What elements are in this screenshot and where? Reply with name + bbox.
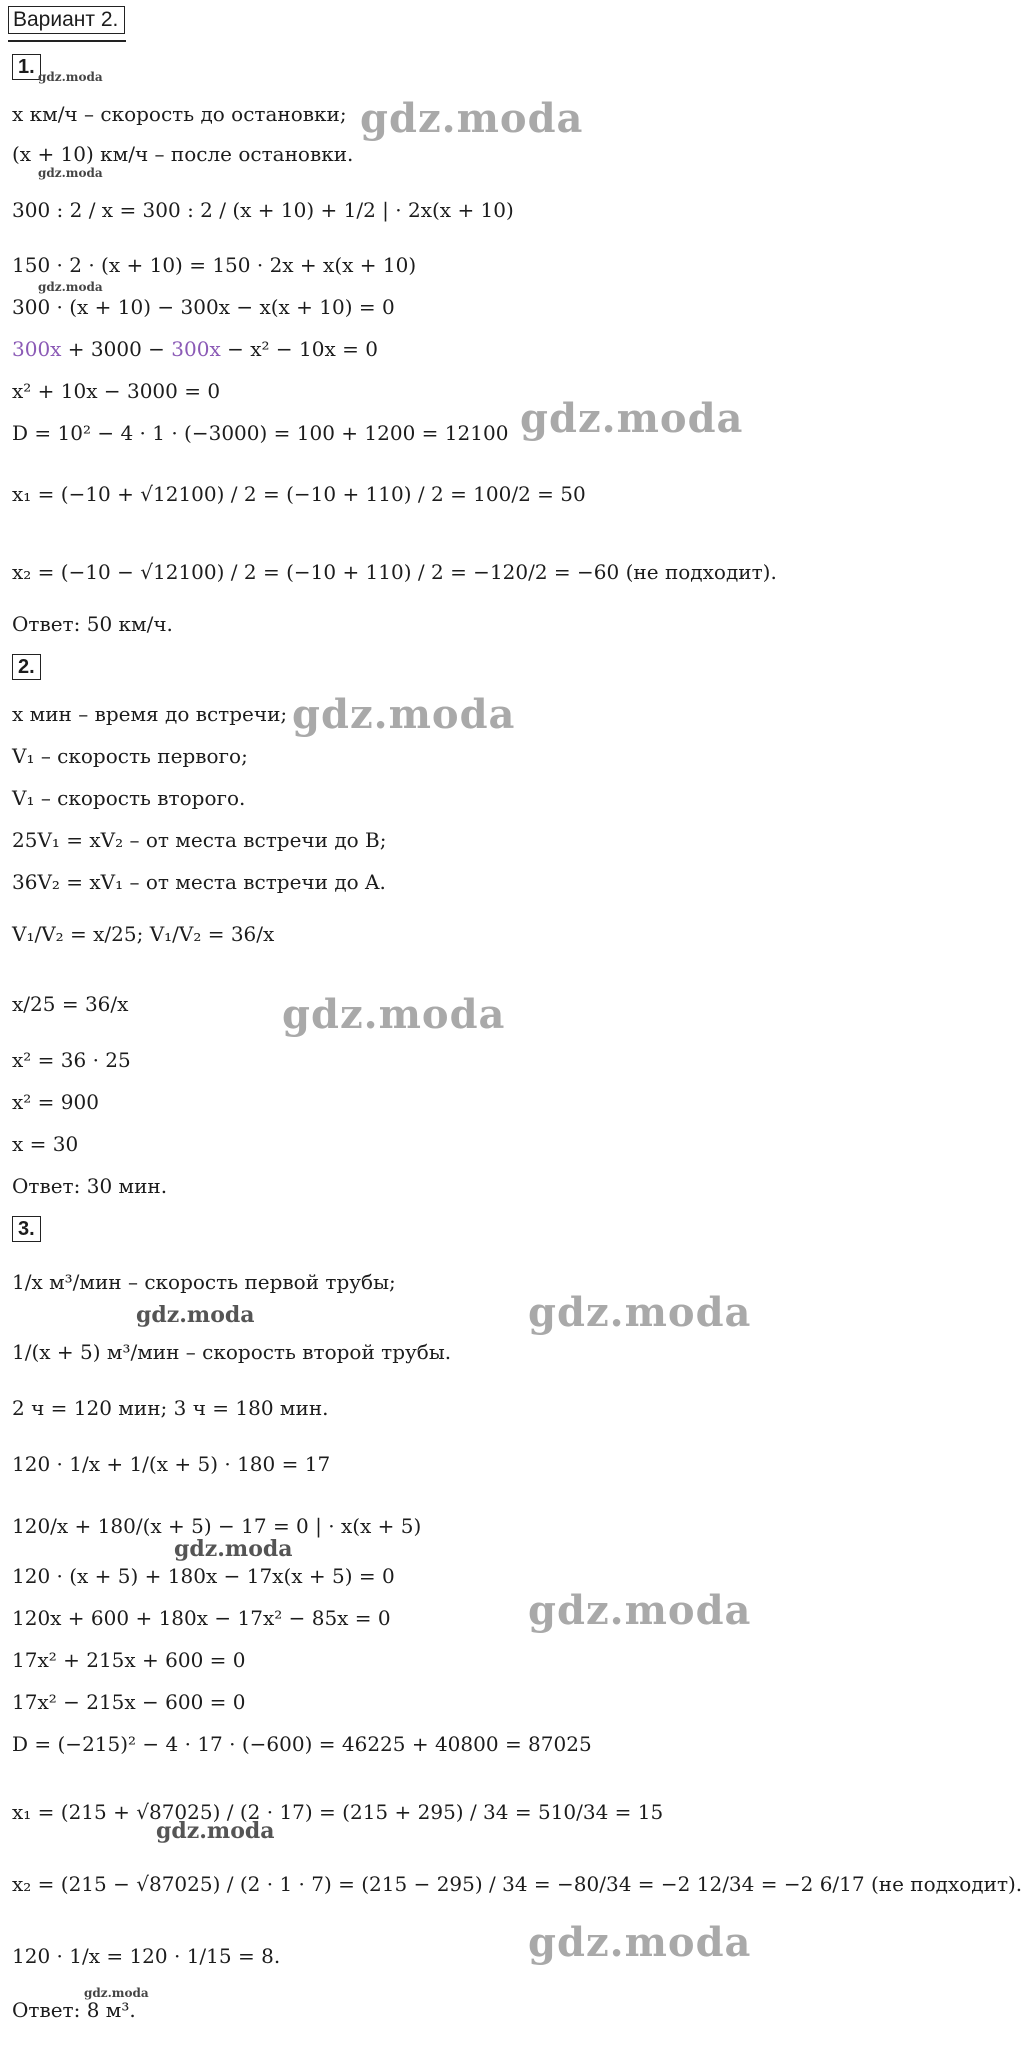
task-3-number: 3.	[12, 1216, 41, 1242]
task-1-line: (x + 10) км/ч – после остановки.	[12, 142, 354, 166]
task-3-line: x₁ = (215 + √87025) / (2 · 17) = (215 + 295) / 34 = 510/34 = 15	[12, 1800, 664, 1824]
task-1-number: 1.	[12, 54, 41, 80]
task-3-line: 120/x + 180/(x + 5) − 17 = 0 | · x(x + 5)	[12, 1514, 422, 1538]
watermark-logo: gdz.moda	[528, 1919, 752, 1966]
task-3-line: 1/(x + 5) м³/мин – скорость второй трубы.	[12, 1340, 452, 1364]
task-2-line: x/25 = 36/x	[12, 992, 129, 1016]
task-2-line: V₁/V₂ = x/25; V₁/V₂ = 36/x	[12, 922, 275, 946]
task-3-line: 120 · (x + 5) + 180x − 17x(x + 5) = 0	[12, 1564, 395, 1588]
watermark-logo: gdz.moda	[156, 1818, 275, 1844]
task-3-line: D = (−215)² − 4 · 17 · (−600) = 46225 + 40800 = 87025	[12, 1732, 592, 1756]
watermark-logo: gdz.moda	[84, 1986, 149, 2000]
task-3-line: 2 ч = 120 мин; 3 ч = 180 мин.	[12, 1396, 329, 1420]
task-3-line: 120 · 1/x = 120 · 1/15 = 8.	[12, 1944, 281, 1968]
watermark-logo: gdz.moda	[520, 395, 744, 442]
task-1-line: x км/ч – скорость до остановки;	[12, 102, 347, 126]
task-1-line: 300 · (x + 10) − 300x − x(x + 10) = 0	[12, 295, 395, 319]
expression-part: + 3000 −	[61, 337, 172, 361]
task-2-line: 36V₂ = xV₁ – от места встречи до A.	[12, 870, 386, 894]
watermark-logo: gdz.moda	[174, 1536, 293, 1562]
task-3-answer: Ответ: 8 м³.	[12, 1998, 136, 2022]
watermark-logo: gdz.moda	[292, 691, 516, 738]
task-3-line: x₂ = (215 − √87025) / (2 · 1 · 7) = (215 − 295) / 34 = −80/34 = −2 12/34 = −2 6/17 (не подходит).	[12, 1872, 1022, 1896]
expression-part: − x² − 10x = 0	[220, 337, 378, 361]
watermark-logo: gdz.moda	[360, 95, 584, 142]
watermark-logo: gdz.moda	[136, 1302, 255, 1328]
watermark-logo: gdz.moda	[528, 1289, 752, 1336]
task-2-line: x² = 900	[12, 1090, 99, 1114]
task-1-line: x₁ = (−10 + √12100) / 2 = (−10 + 110) / 2 = 100/2 = 50	[12, 482, 586, 506]
task-1-line: 150 · 2 · (x + 10) = 150 · 2x + x(x + 10)	[12, 253, 417, 277]
task-2-line: 25V₁ = xV₂ – от места встречи до B;	[12, 828, 387, 852]
task-3-line: 1/x м³/мин – скорость первой трубы;	[12, 1270, 396, 1294]
highlight-term: 300x	[12, 337, 62, 361]
watermark-logo: gdz.moda	[528, 1587, 752, 1634]
task-2-line: x² = 36 · 25	[12, 1048, 131, 1072]
watermark-logo: gdz.moda	[38, 70, 103, 84]
task-1-line: x₂ = (−10 − √12100) / 2 = (−10 + 110) / 2 = −120/2 = −60 (не подходит).	[12, 560, 777, 584]
task-2-line: V₁ – скорость первого;	[12, 744, 248, 768]
watermark-logo: gdz.moda	[38, 166, 103, 180]
task-2-line: x мин – время до встречи;	[12, 702, 288, 726]
task-1-highlight-line	[12, 337, 378, 361]
task-3-line: 120 · 1/x + 1/(x + 5) · 180 = 17	[12, 1452, 331, 1476]
task-1-line: D = 10² − 4 · 1 · (−3000) = 100 + 1200 = 12100	[12, 421, 509, 445]
task-2-line: x = 30	[12, 1132, 79, 1156]
watermark-logo: gdz.moda	[282, 991, 506, 1038]
highlight-term: 300x	[171, 337, 221, 361]
task-3-line: 17x² + 215x + 600 = 0	[12, 1648, 246, 1672]
task-1-line: x² + 10x − 3000 = 0	[12, 379, 221, 403]
variant-title: Вариант 2.	[8, 6, 125, 34]
task-2-answer: Ответ: 30 мин.	[12, 1174, 168, 1198]
watermark-logo: gdz.moda	[38, 280, 103, 294]
task-2-line: V₁ – скорость второго.	[12, 786, 246, 810]
task-2-number: 2.	[12, 654, 41, 680]
task-1-line: 300 : 2 / x = 300 : 2 / (x + 10) + 1/2 | · 2x(x + 10)	[12, 198, 514, 222]
task-3-line: 120x + 600 + 180x − 17x² − 85x = 0	[12, 1606, 391, 1630]
title-underline	[8, 40, 126, 42]
task-1-answer: Ответ: 50 км/ч.	[12, 612, 173, 636]
task-3-line: 17x² − 215x − 600 = 0	[12, 1690, 246, 1714]
